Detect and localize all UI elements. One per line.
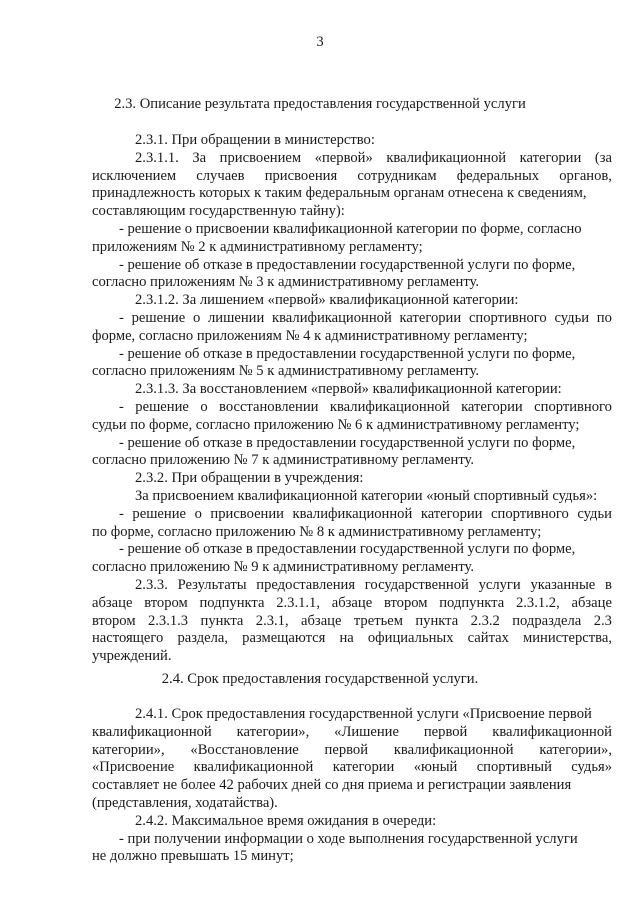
text-line: - решение о лишении квалификационной категории спортивного судьи по <box>119 310 612 326</box>
text-line: 2.3.1.2. За лишением «первой» квалификационной категории: <box>135 292 519 309</box>
page-number: 3 <box>316 34 324 50</box>
text-line: (представления, ходатайства). <box>92 795 278 811</box>
text-line: 2.3.2. При обращении в учреждения: <box>135 470 364 487</box>
text-line: согласно приложениям № 5 к административному регламенту. <box>92 363 480 380</box>
text-line: - решение об отказе в предоставлении государственной услуги по форме, <box>119 434 576 451</box>
text-line: приложениям № 2 к административному регламенту; <box>92 238 423 255</box>
text-line: «Присвоение квалификационной категории «юный спортивный судья» <box>92 759 612 776</box>
text-line: 2.4.1. Срок предоставления государственной услуги «Присвоение первой <box>135 706 592 722</box>
text-line: составляющим государственную тайну): <box>92 203 345 220</box>
text-line: 2.3.3. Результаты предоставления государственной услуги указанные в <box>135 577 612 593</box>
text-line: согласно приложению № 7 к административному регламенту. <box>92 452 474 469</box>
text-line: - решение об отказе в предоставлении государственной услуги по форме, <box>119 256 576 273</box>
text-line: квалификационной категории», «Лишение первой квалификационной <box>92 723 612 740</box>
text-line: За присвоением квалификационной категории «юный спортивный судья»: <box>135 488 598 504</box>
text-line: - решение о присвоении квалификационной категории спортивного судьи <box>119 505 612 522</box>
text-line: не должно превышать 15 минут; <box>92 848 294 865</box>
text-line: принадлежность которых к таким федеральным органам отнесена к сведениям, <box>92 185 587 202</box>
text-line: исключением случаев присвоения сотрудникам федеральных органов, <box>92 167 612 184</box>
text-line: 2.3.1.3. За восстановлением «первой» квалификационной категории: <box>135 381 562 398</box>
text-line: абзаце втором подпункта 2.3.1.1, абзаце втором подпункта 2.3.1.2, абзаце <box>92 594 612 611</box>
text-line: согласно приложению № 9 к административному регламенту. <box>92 559 474 576</box>
text-line: - решение об отказе в предоставлении государственной услуги по форме, <box>119 345 576 362</box>
text-line: 2.3.1. При обращении в министерство: <box>135 132 375 148</box>
text-line: - решение об отказе в предоставлении государственной услуги по форме, <box>119 541 576 558</box>
text-line: по форме, согласно приложению № 8 к административному регламенту; <box>92 523 542 540</box>
text-line: настоящего раздела, размещаются на официальных сайтах министерства, <box>92 630 612 647</box>
text-line: учреждений. <box>92 648 172 665</box>
text-line: судьи по форме, согласно приложению № 6 к административному регламенту; <box>92 416 580 433</box>
text-line: 2.3.1.1. За присвоением «первой» квалификационной категории (за <box>135 149 612 166</box>
text-line: согласно приложениям № 3 к административному регламенту. <box>92 274 480 291</box>
text-line: категории», «Восстановление первой квалификационной категории», <box>92 741 612 758</box>
text-line: форме, согласно приложениям № 4 к административному регламенту; <box>92 327 528 344</box>
text-line: - решение о присвоении квалификационной категории по форме, согласно <box>119 221 582 237</box>
text-line: - решение о восстановлении квалификационной категории спортивного <box>119 399 612 415</box>
section-2-3-heading: 2.3. Описание результата предоставления государственной услуги <box>114 96 526 112</box>
text-line: втором 2.3.1.3 пункта 2.3.1, абзаце третьем пункта 2.3.2 подраздела 2.3 <box>92 612 612 629</box>
text-line: - при получении информации о ходе выполнения государственной услуги <box>119 830 578 847</box>
text-line: составляет не более 42 рабочих дней со дня приема и регистрации заявления <box>92 777 572 794</box>
section-2-4-heading: 2.4. Срок предоставления государственной услуги. <box>161 671 479 687</box>
text-line: 2.4.2. Максимальное время ожидания в очереди: <box>135 812 437 829</box>
